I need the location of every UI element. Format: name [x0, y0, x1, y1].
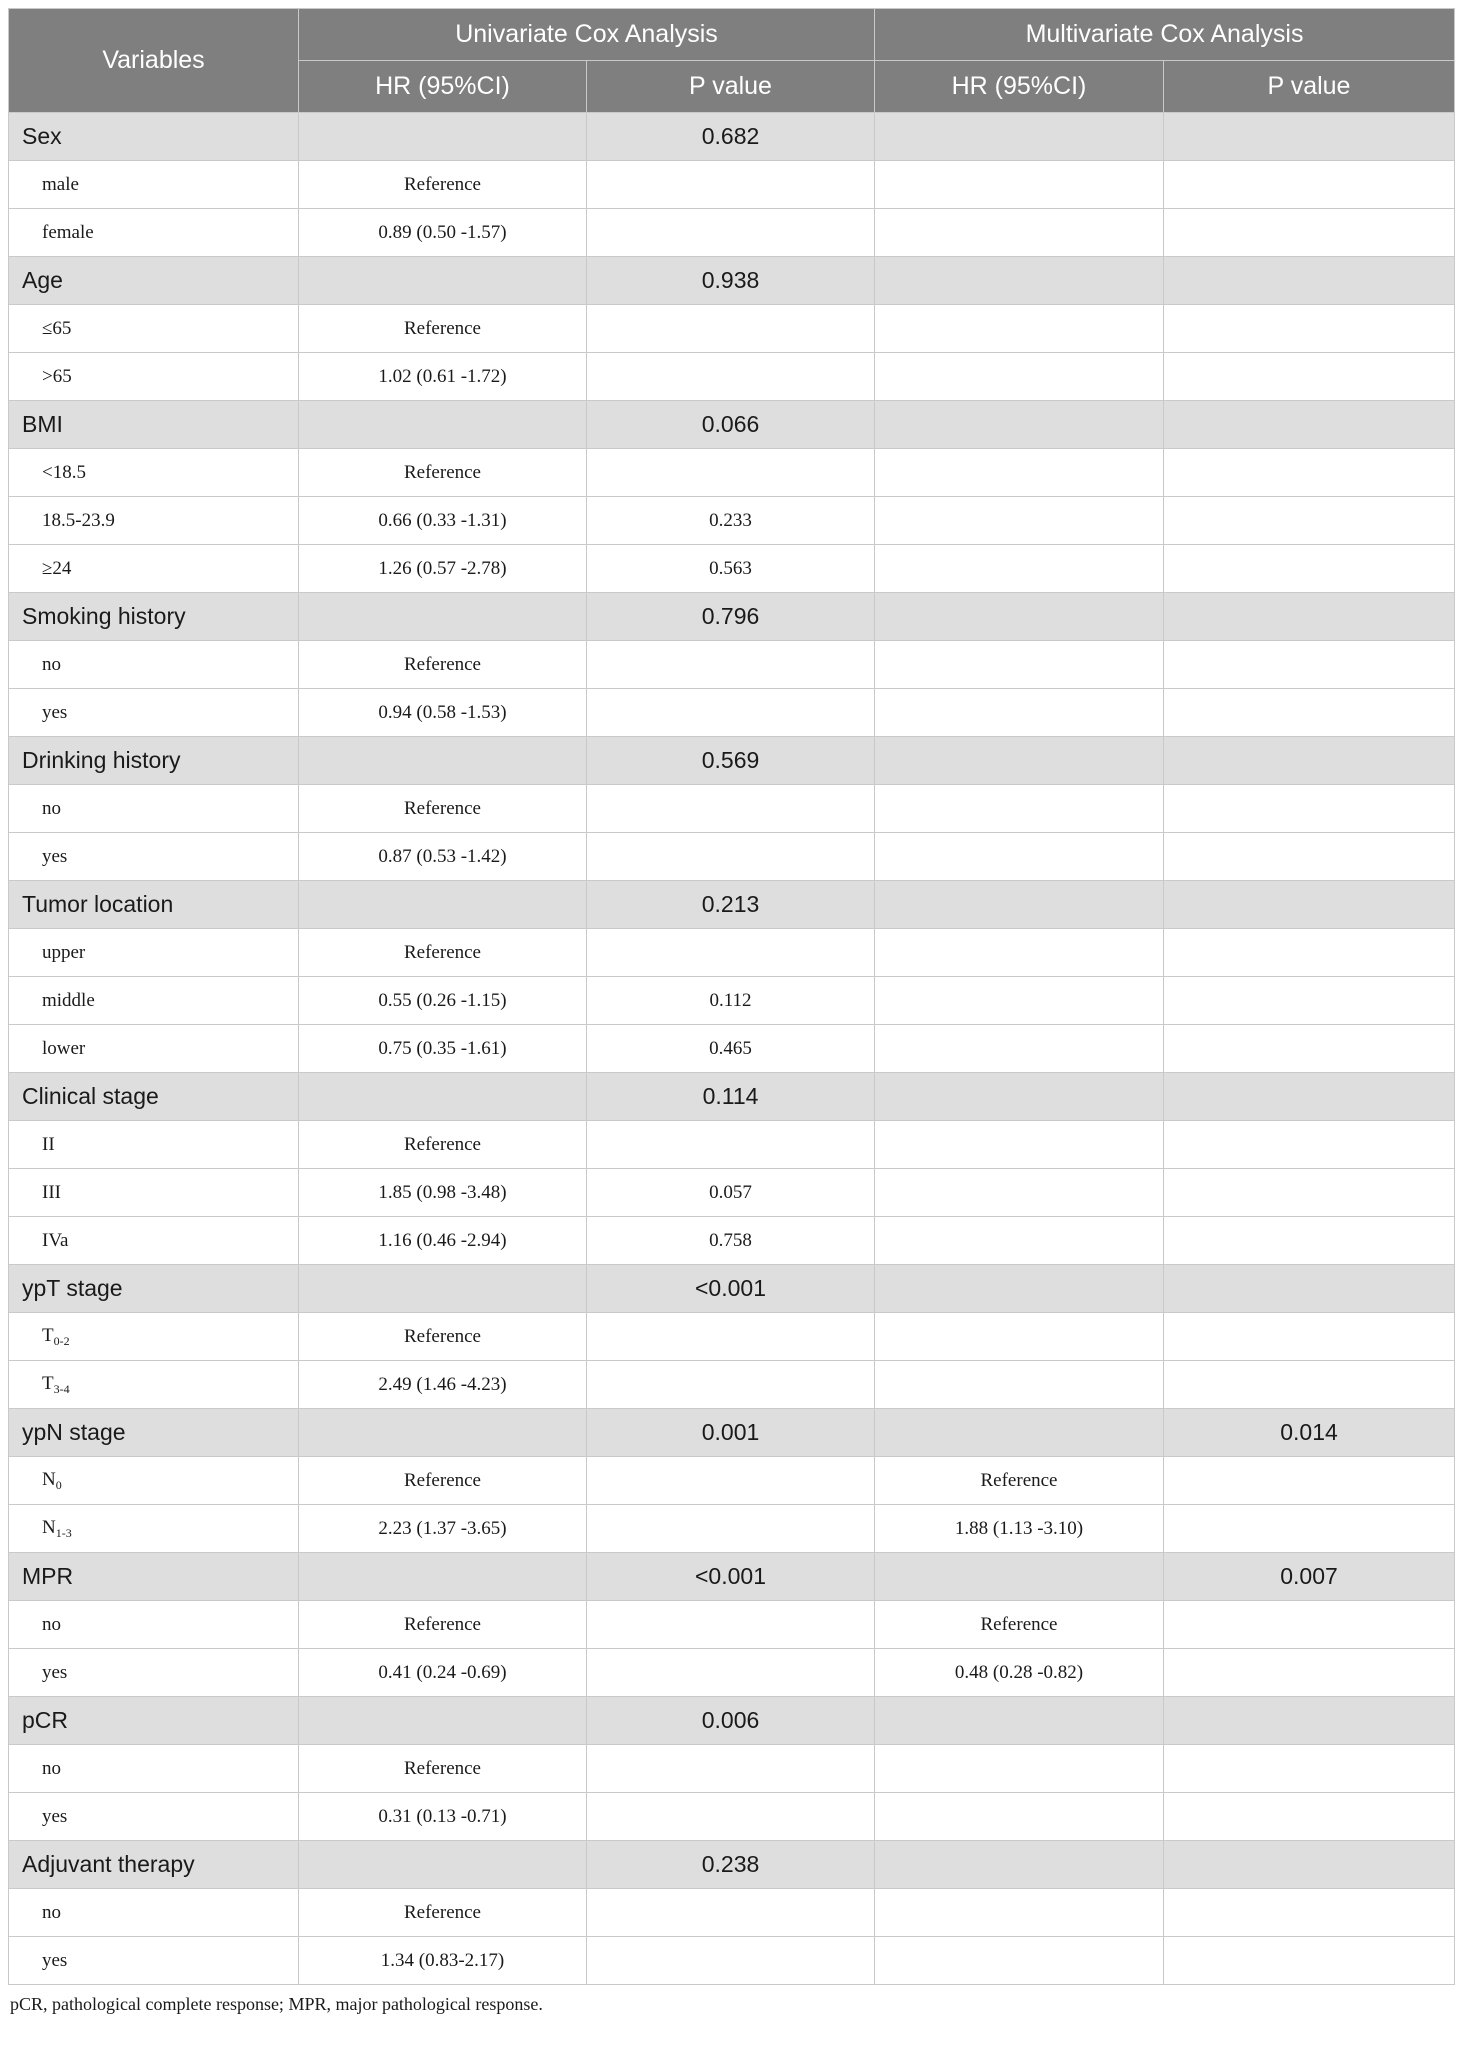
- category-p-multivariate: [1164, 881, 1455, 929]
- table-row: [9, 209, 1455, 257]
- row-hr-multivariate: [875, 1937, 1164, 1985]
- row-p-multivariate: [1164, 1745, 1455, 1793]
- row-label: [9, 161, 299, 209]
- table-row: [9, 833, 1455, 881]
- row-p-multivariate: [1164, 1889, 1455, 1937]
- table-row: [9, 1121, 1455, 1169]
- row-hr-univariate: Reference: [299, 1889, 587, 1937]
- row-p-univariate: [587, 1793, 875, 1841]
- row-label: [9, 1601, 299, 1649]
- category-p-univariate: 0.796: [587, 593, 875, 641]
- row-hr-multivariate: [875, 1121, 1164, 1169]
- row-hr-univariate: Reference: [299, 1601, 587, 1649]
- row-label: [9, 353, 299, 401]
- category-row: [9, 1265, 1455, 1313]
- row-hr-univariate: 1.02 (0.61 -1.72): [299, 353, 587, 401]
- row-p-multivariate: [1164, 1121, 1455, 1169]
- row-hr-multivariate: [875, 641, 1164, 689]
- category-hr-multivariate: [875, 1553, 1164, 1601]
- row-hr-multivariate: 0.48 (0.28 -0.82): [875, 1649, 1164, 1697]
- header-multivariate: Multivariate Cox Analysis: [875, 9, 1455, 61]
- category-hr-multivariate: [875, 881, 1164, 929]
- category-row: [9, 593, 1455, 641]
- table-row: [9, 1793, 1455, 1841]
- row-hr-multivariate: [875, 929, 1164, 977]
- row-p-multivariate: [1164, 353, 1455, 401]
- table-row: [9, 1457, 1455, 1505]
- row-p-multivariate: [1164, 1169, 1455, 1217]
- row-hr-univariate: Reference: [299, 161, 587, 209]
- category-row: [9, 257, 1455, 305]
- category-p-multivariate: [1164, 113, 1455, 161]
- row-p-univariate: [587, 785, 875, 833]
- row-hr-univariate: Reference: [299, 641, 587, 689]
- row-p-multivariate: [1164, 305, 1455, 353]
- row-label-subscript: 0-2: [53, 1333, 70, 1348]
- row-label-text: middle: [42, 989, 95, 1011]
- category-p-univariate: 0.114: [587, 1073, 875, 1121]
- table-row: [9, 1745, 1455, 1793]
- row-label-text: yes: [42, 1949, 68, 1971]
- row-label: [9, 1505, 299, 1553]
- row-hr-multivariate: [875, 1025, 1164, 1073]
- row-label: [9, 833, 299, 881]
- category-p-univariate: 0.006: [587, 1697, 875, 1745]
- row-p-univariate: [587, 161, 875, 209]
- header-row-top: [9, 9, 1455, 61]
- row-label-text: no: [42, 1613, 61, 1635]
- row-hr-univariate: 0.31 (0.13 -0.71): [299, 1793, 587, 1841]
- row-label-text: >65: [42, 365, 72, 387]
- category-p-univariate: 0.001: [587, 1409, 875, 1457]
- row-label: [9, 1889, 299, 1937]
- row-p-multivariate: [1164, 1937, 1455, 1985]
- row-label-text: male: [42, 173, 79, 195]
- row-p-multivariate: [1164, 833, 1455, 881]
- category-p-univariate: 0.682: [587, 113, 875, 161]
- row-hr-univariate: Reference: [299, 1457, 587, 1505]
- table-row: [9, 785, 1455, 833]
- row-label: [9, 1649, 299, 1697]
- row-hr-univariate: 2.49 (1.46 -4.23): [299, 1361, 587, 1409]
- row-label-text: yes: [42, 701, 68, 723]
- row-p-univariate: [587, 305, 875, 353]
- row-label-text: upper: [42, 941, 86, 963]
- row-label-text: lower: [42, 1037, 86, 1059]
- category-p-multivariate: [1164, 1697, 1455, 1745]
- row-label: [9, 977, 299, 1025]
- row-p-multivariate: [1164, 1217, 1455, 1265]
- row-label-text: no: [42, 1757, 61, 1779]
- row-label: [9, 1169, 299, 1217]
- row-label: [9, 497, 299, 545]
- category-hr-univariate: [299, 737, 587, 785]
- row-p-multivariate: [1164, 161, 1455, 209]
- row-hr-univariate: 0.89 (0.50 -1.57): [299, 209, 587, 257]
- row-hr-univariate: Reference: [299, 929, 587, 977]
- row-p-univariate: 0.233: [587, 497, 875, 545]
- table-row: [9, 497, 1455, 545]
- row-label-text: ≤65: [42, 317, 72, 339]
- row-label: [9, 305, 299, 353]
- row-p-univariate: 0.563: [587, 545, 875, 593]
- row-hr-multivariate: [875, 833, 1164, 881]
- category-name: ypN stage: [9, 1409, 299, 1457]
- row-p-univariate: [587, 1121, 875, 1169]
- row-p-multivariate: [1164, 1361, 1455, 1409]
- header-p-univariate: P value: [587, 61, 875, 113]
- category-hr-univariate: [299, 113, 587, 161]
- row-p-multivariate: [1164, 1649, 1455, 1697]
- category-hr-multivariate: [875, 1409, 1164, 1457]
- row-hr-univariate: 0.55 (0.26 -1.15): [299, 977, 587, 1025]
- row-hr-multivariate: [875, 1361, 1164, 1409]
- row-p-univariate: [587, 1313, 875, 1361]
- row-label: [9, 1217, 299, 1265]
- row-label: [9, 1937, 299, 1985]
- table-footnote: pCR, pathological complete response; MPR, major pathological response.: [10, 1994, 543, 2014]
- row-hr-univariate: Reference: [299, 305, 587, 353]
- row-hr-univariate: 2.23 (1.37 -3.65): [299, 1505, 587, 1553]
- row-hr-univariate: Reference: [299, 1745, 587, 1793]
- row-label: [9, 545, 299, 593]
- row-hr-univariate: 0.66 (0.33 -1.31): [299, 497, 587, 545]
- row-label: [9, 929, 299, 977]
- row-p-univariate: [587, 1937, 875, 1985]
- results-table-container: [8, 8, 1454, 2015]
- row-label-text: II: [42, 1133, 55, 1155]
- row-p-univariate: [587, 1505, 875, 1553]
- row-label-text: no: [42, 797, 61, 819]
- row-label-text: III: [42, 1181, 61, 1203]
- category-p-multivariate: [1164, 1265, 1455, 1313]
- category-name: Sex: [9, 113, 299, 161]
- category-name: BMI: [9, 401, 299, 449]
- row-hr-multivariate: [875, 449, 1164, 497]
- row-p-univariate: [587, 1601, 875, 1649]
- category-name: Age: [9, 257, 299, 305]
- row-hr-multivariate: 1.88 (1.13 -3.10): [875, 1505, 1164, 1553]
- category-name: Clinical stage: [9, 1073, 299, 1121]
- category-hr-univariate: [299, 1841, 587, 1889]
- category-row: [9, 1409, 1455, 1457]
- row-label-text: yes: [42, 1661, 68, 1683]
- header-variables: Variables: [9, 9, 299, 113]
- category-p-univariate: 0.213: [587, 881, 875, 929]
- row-hr-multivariate: [875, 161, 1164, 209]
- category-hr-multivariate: [875, 1841, 1164, 1889]
- row-p-univariate: [587, 929, 875, 977]
- row-p-univariate: [587, 1889, 875, 1937]
- table-row: [9, 1169, 1455, 1217]
- row-hr-univariate: Reference: [299, 1121, 587, 1169]
- row-label: [9, 1793, 299, 1841]
- row-p-multivariate: [1164, 545, 1455, 593]
- row-p-multivariate: [1164, 1313, 1455, 1361]
- row-hr-multivariate: [875, 1313, 1164, 1361]
- row-p-univariate: [587, 1457, 875, 1505]
- row-label-text: T: [42, 1324, 54, 1346]
- category-name: Adjuvant therapy: [9, 1841, 299, 1889]
- row-hr-univariate: Reference: [299, 785, 587, 833]
- category-hr-multivariate: [875, 257, 1164, 305]
- row-hr-univariate: 1.26 (0.57 -2.78): [299, 545, 587, 593]
- category-p-univariate: <0.001: [587, 1265, 875, 1313]
- row-label-text: N: [42, 1516, 56, 1538]
- row-label-subscript: 1-3: [55, 1525, 72, 1540]
- category-row: [9, 737, 1455, 785]
- category-p-univariate: 0.569: [587, 737, 875, 785]
- header-hr-univariate: HR (95%CI): [299, 61, 587, 113]
- row-label-text: N: [42, 1468, 56, 1490]
- category-p-multivariate: [1164, 257, 1455, 305]
- row-p-multivariate: [1164, 497, 1455, 545]
- category-row: [9, 1073, 1455, 1121]
- row-p-univariate: 0.465: [587, 1025, 875, 1073]
- category-p-univariate: 0.938: [587, 257, 875, 305]
- row-label-text: yes: [42, 845, 68, 867]
- row-label-text: female: [42, 221, 94, 243]
- row-hr-univariate: 0.94 (0.58 -1.53): [299, 689, 587, 737]
- row-label: [9, 1361, 299, 1409]
- row-p-univariate: [587, 209, 875, 257]
- category-hr-multivariate: [875, 1265, 1164, 1313]
- category-name: pCR: [9, 1697, 299, 1745]
- row-label: [9, 1121, 299, 1169]
- category-p-univariate: 0.238: [587, 1841, 875, 1889]
- category-p-multivariate: 0.014: [1164, 1409, 1455, 1457]
- row-p-univariate: 0.758: [587, 1217, 875, 1265]
- row-hr-univariate: Reference: [299, 1313, 587, 1361]
- table-row: [9, 1649, 1455, 1697]
- row-label-text: IVa: [42, 1229, 69, 1251]
- row-p-multivariate: [1164, 641, 1455, 689]
- category-hr-multivariate: [875, 401, 1164, 449]
- table-body: [9, 113, 1455, 1985]
- row-hr-multivariate: [875, 785, 1164, 833]
- category-hr-multivariate: [875, 113, 1164, 161]
- row-p-univariate: [587, 353, 875, 401]
- table-row: [9, 1601, 1455, 1649]
- table-row: [9, 1889, 1455, 1937]
- row-label: [9, 785, 299, 833]
- row-p-univariate: [587, 1361, 875, 1409]
- category-row: [9, 1553, 1455, 1601]
- row-hr-univariate: 0.41 (0.24 -0.69): [299, 1649, 587, 1697]
- row-label-text: ≥24: [42, 557, 72, 579]
- category-row: [9, 113, 1455, 161]
- table-row: [9, 545, 1455, 593]
- row-p-univariate: 0.057: [587, 1169, 875, 1217]
- row-hr-univariate: 0.87 (0.53 -1.42): [299, 833, 587, 881]
- row-hr-univariate: 1.85 (0.98 -3.48): [299, 1169, 587, 1217]
- row-p-multivariate: [1164, 449, 1455, 497]
- category-hr-univariate: [299, 1697, 587, 1745]
- row-p-multivariate: [1164, 1025, 1455, 1073]
- table-header: [9, 9, 1455, 113]
- table-row: [9, 1505, 1455, 1553]
- row-label: [9, 1313, 299, 1361]
- row-hr-univariate: 0.75 (0.35 -1.61): [299, 1025, 587, 1073]
- table-row: [9, 1361, 1455, 1409]
- category-hr-univariate: [299, 593, 587, 641]
- category-row: [9, 401, 1455, 449]
- category-name: ypT stage: [9, 1265, 299, 1313]
- row-hr-multivariate: [875, 977, 1164, 1025]
- row-p-multivariate: [1164, 209, 1455, 257]
- category-row: [9, 881, 1455, 929]
- category-hr-univariate: [299, 1553, 587, 1601]
- row-hr-univariate: Reference: [299, 449, 587, 497]
- category-hr-multivariate: [875, 593, 1164, 641]
- category-hr-univariate: [299, 881, 587, 929]
- table-row: [9, 305, 1455, 353]
- row-hr-univariate: 1.16 (0.46 -2.94): [299, 1217, 587, 1265]
- row-hr-multivariate: [875, 305, 1164, 353]
- category-p-multivariate: [1164, 401, 1455, 449]
- header-univariate: Univariate Cox Analysis: [299, 9, 875, 61]
- row-label: [9, 1457, 299, 1505]
- row-p-multivariate: [1164, 785, 1455, 833]
- row-hr-multivariate: [875, 1793, 1164, 1841]
- row-p-univariate: [587, 641, 875, 689]
- category-hr-univariate: [299, 1265, 587, 1313]
- table-row: [9, 1217, 1455, 1265]
- row-p-multivariate: [1164, 689, 1455, 737]
- row-label-subscript: 3-4: [53, 1381, 70, 1396]
- category-name: Drinking history: [9, 737, 299, 785]
- row-p-multivariate: [1164, 1793, 1455, 1841]
- row-p-multivariate: [1164, 1601, 1455, 1649]
- category-hr-multivariate: [875, 737, 1164, 785]
- category-p-multivariate: [1164, 1073, 1455, 1121]
- row-hr-multivariate: [875, 497, 1164, 545]
- category-hr-univariate: [299, 1409, 587, 1457]
- category-row: [9, 1841, 1455, 1889]
- table-row: [9, 161, 1455, 209]
- category-p-multivariate: 0.007: [1164, 1553, 1455, 1601]
- category-hr-univariate: [299, 1073, 587, 1121]
- row-label: [9, 1745, 299, 1793]
- row-p-multivariate: [1164, 1457, 1455, 1505]
- table-row: [9, 353, 1455, 401]
- row-label-text: no: [42, 1901, 61, 1923]
- row-hr-univariate: 1.34 (0.83-2.17): [299, 1937, 587, 1985]
- row-hr-multivariate: [875, 1217, 1164, 1265]
- row-hr-multivariate: [875, 545, 1164, 593]
- table-row: [9, 689, 1455, 737]
- row-p-univariate: [587, 833, 875, 881]
- table-row: [9, 641, 1455, 689]
- row-label-text: 18.5-23.9: [42, 509, 115, 531]
- table-row: [9, 1025, 1455, 1073]
- row-label: [9, 689, 299, 737]
- row-label: [9, 209, 299, 257]
- table-row: [9, 1937, 1455, 1985]
- category-hr-multivariate: [875, 1697, 1164, 1745]
- row-label-text: T: [42, 1372, 54, 1394]
- row-p-univariate: 0.112: [587, 977, 875, 1025]
- row-label: [9, 641, 299, 689]
- row-p-univariate: [587, 1649, 875, 1697]
- row-label: [9, 449, 299, 497]
- category-row: [9, 1697, 1455, 1745]
- table-row: [9, 1313, 1455, 1361]
- category-p-multivariate: [1164, 593, 1455, 641]
- row-p-univariate: [587, 1745, 875, 1793]
- row-hr-multivariate: [875, 689, 1164, 737]
- row-hr-multivariate: [875, 353, 1164, 401]
- row-p-multivariate: [1164, 929, 1455, 977]
- row-label-text: no: [42, 653, 61, 675]
- category-hr-univariate: [299, 401, 587, 449]
- category-p-univariate: <0.001: [587, 1553, 875, 1601]
- row-p-multivariate: [1164, 977, 1455, 1025]
- cox-analysis-table: [8, 8, 1455, 1985]
- row-p-univariate: [587, 689, 875, 737]
- row-p-multivariate: [1164, 1505, 1455, 1553]
- header-p-multivariate: P value: [1164, 61, 1455, 113]
- category-p-univariate: 0.066: [587, 401, 875, 449]
- table-row: [9, 929, 1455, 977]
- row-hr-multivariate: [875, 1745, 1164, 1793]
- category-name: Tumor location: [9, 881, 299, 929]
- row-label-subscript: 0: [55, 1477, 62, 1492]
- row-hr-multivariate: [875, 209, 1164, 257]
- row-hr-multivariate: Reference: [875, 1457, 1164, 1505]
- row-hr-multivariate: Reference: [875, 1601, 1164, 1649]
- row-p-univariate: [587, 449, 875, 497]
- header-hr-multivariate: HR (95%CI): [875, 61, 1164, 113]
- row-hr-multivariate: [875, 1169, 1164, 1217]
- table-row: [9, 449, 1455, 497]
- category-hr-multivariate: [875, 1073, 1164, 1121]
- category-p-multivariate: [1164, 1841, 1455, 1889]
- category-p-multivariate: [1164, 737, 1455, 785]
- row-label-text: <18.5: [42, 461, 86, 483]
- row-hr-multivariate: [875, 1889, 1164, 1937]
- row-label-text: yes: [42, 1805, 68, 1827]
- category-hr-univariate: [299, 257, 587, 305]
- category-name: Smoking history: [9, 593, 299, 641]
- category-name: MPR: [9, 1553, 299, 1601]
- row-label: [9, 1025, 299, 1073]
- table-row: [9, 977, 1455, 1025]
